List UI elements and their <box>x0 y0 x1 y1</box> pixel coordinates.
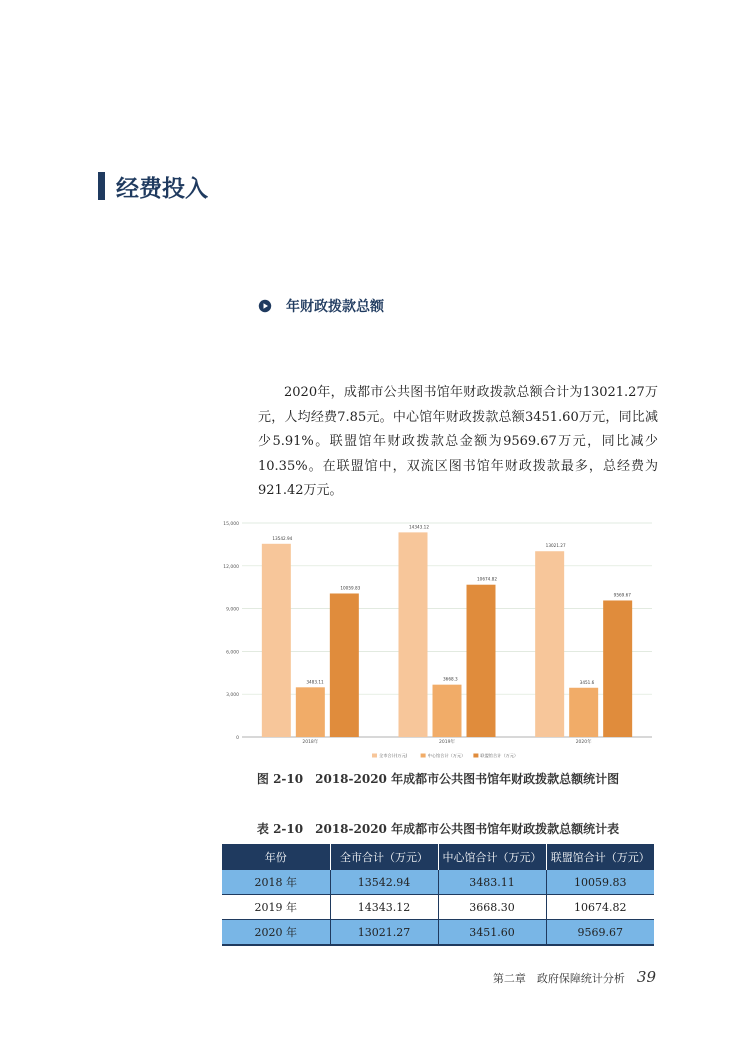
y-tick-label: 0 <box>236 736 239 741</box>
section-heading <box>98 170 208 202</box>
bar-value-label: 10674.82 <box>477 576 497 582</box>
y-tick-label: 12,000 <box>223 564 239 570</box>
table-row <box>222 895 654 920</box>
legend-swatch <box>421 754 426 758</box>
table-row <box>222 920 654 946</box>
cell-alliance: 10059.83 <box>546 870 654 895</box>
header-alliance: 联盟馆合计（万元） <box>546 844 654 870</box>
x-axis <box>302 738 592 745</box>
heading-bar <box>98 172 105 200</box>
table-header-row <box>222 844 654 870</box>
cell-center: 3451.60 <box>438 920 546 946</box>
y-tick-label: 6,000 <box>226 650 239 656</box>
legend-swatch <box>473 754 478 758</box>
bar <box>399 532 428 737</box>
header-center: 中心馆合计（万元） <box>438 844 546 870</box>
bar-value-label: 9569.67 <box>613 592 631 598</box>
header-year: 年份 <box>222 844 330 870</box>
bar-value-label: 3451.6 <box>579 679 595 685</box>
cell-total: 14343.12 <box>330 895 438 920</box>
header-total: 全市合计（万元） <box>330 844 438 870</box>
bar <box>296 687 325 737</box>
statistics-table <box>222 844 654 946</box>
bar <box>330 593 359 737</box>
bar-value-label: 3668.3 <box>443 676 458 682</box>
table-caption: 表 2-10 2018-2020 年成都市公共图书馆年财政拨款总额统计表 <box>256 822 620 836</box>
chart-bars <box>262 524 632 737</box>
bar <box>433 685 462 737</box>
cell-year: 2018 年 <box>222 870 330 895</box>
page-number: 39 <box>636 968 656 986</box>
cell-center: 3483.11 <box>438 870 546 895</box>
bar <box>262 544 291 737</box>
cell-alliance: 10674.82 <box>546 895 654 920</box>
table-row <box>222 870 654 895</box>
subsection-title: 年财政拨款总额 <box>286 299 384 315</box>
legend-swatch <box>372 754 377 758</box>
bar-value-label: 13542.94 <box>272 535 293 541</box>
cell-total: 13542.94 <box>330 870 438 895</box>
x-tick-label: 2020年 <box>575 740 592 745</box>
play-circle-icon <box>258 299 272 313</box>
cell-alliance: 9569.67 <box>546 920 654 946</box>
y-tick-label: 9,000 <box>226 607 239 613</box>
chart-legend <box>372 752 518 759</box>
x-tick-label: 2019年 <box>439 740 455 745</box>
bar <box>603 600 632 737</box>
bar-chart <box>222 515 654 770</box>
y-tick-label: 3,000 <box>226 693 239 699</box>
legend-label: 中心馆合计（万元） <box>427 753 466 758</box>
legend-label: 全市合计(万元) <box>379 753 408 758</box>
bar-value-label: 3483.11 <box>306 679 324 685</box>
body-paragraph: 2020年，成都市公共图书馆年财政拨款总额合计为13021.27万元，人均经费7.85元。中心馆年财政拨款总额3451.60万元，同比减少5.91%。联盟馆年财政拨款总金额为9569.67万元，同比减少10.35%。在联盟馆中，双流区图书馆年财政拨款最多，总经费为921.42万元。 <box>258 385 658 498</box>
bar <box>569 688 598 737</box>
bar <box>535 551 564 737</box>
chapter-title: 第二章 政府保障统计分析 <box>492 972 625 985</box>
bar-value-label: 14343.12 <box>409 524 429 530</box>
subsection-heading <box>258 296 384 316</box>
y-tick-label: 15,000 <box>223 522 239 527</box>
x-tick-label: 2018年 <box>302 740 319 745</box>
bar <box>467 585 496 737</box>
cell-year: 2020 年 <box>222 920 330 946</box>
cell-center: 3668.30 <box>438 895 546 920</box>
bar-value-label: 10059.83 <box>340 585 361 591</box>
bar-value-label: 13021.27 <box>545 543 566 549</box>
section-title: 经费投入 <box>116 175 208 202</box>
figure-caption: 图 2-10 2018-2020 年成都市公共图书馆年财政拨款总额统计图 <box>256 772 620 786</box>
cell-year: 2019 年 <box>222 895 330 920</box>
page-footer <box>493 968 656 986</box>
y-axis <box>223 521 239 741</box>
cell-total: 13021.27 <box>330 920 438 946</box>
legend-label: 联盟馆合计（万元） <box>480 753 519 758</box>
